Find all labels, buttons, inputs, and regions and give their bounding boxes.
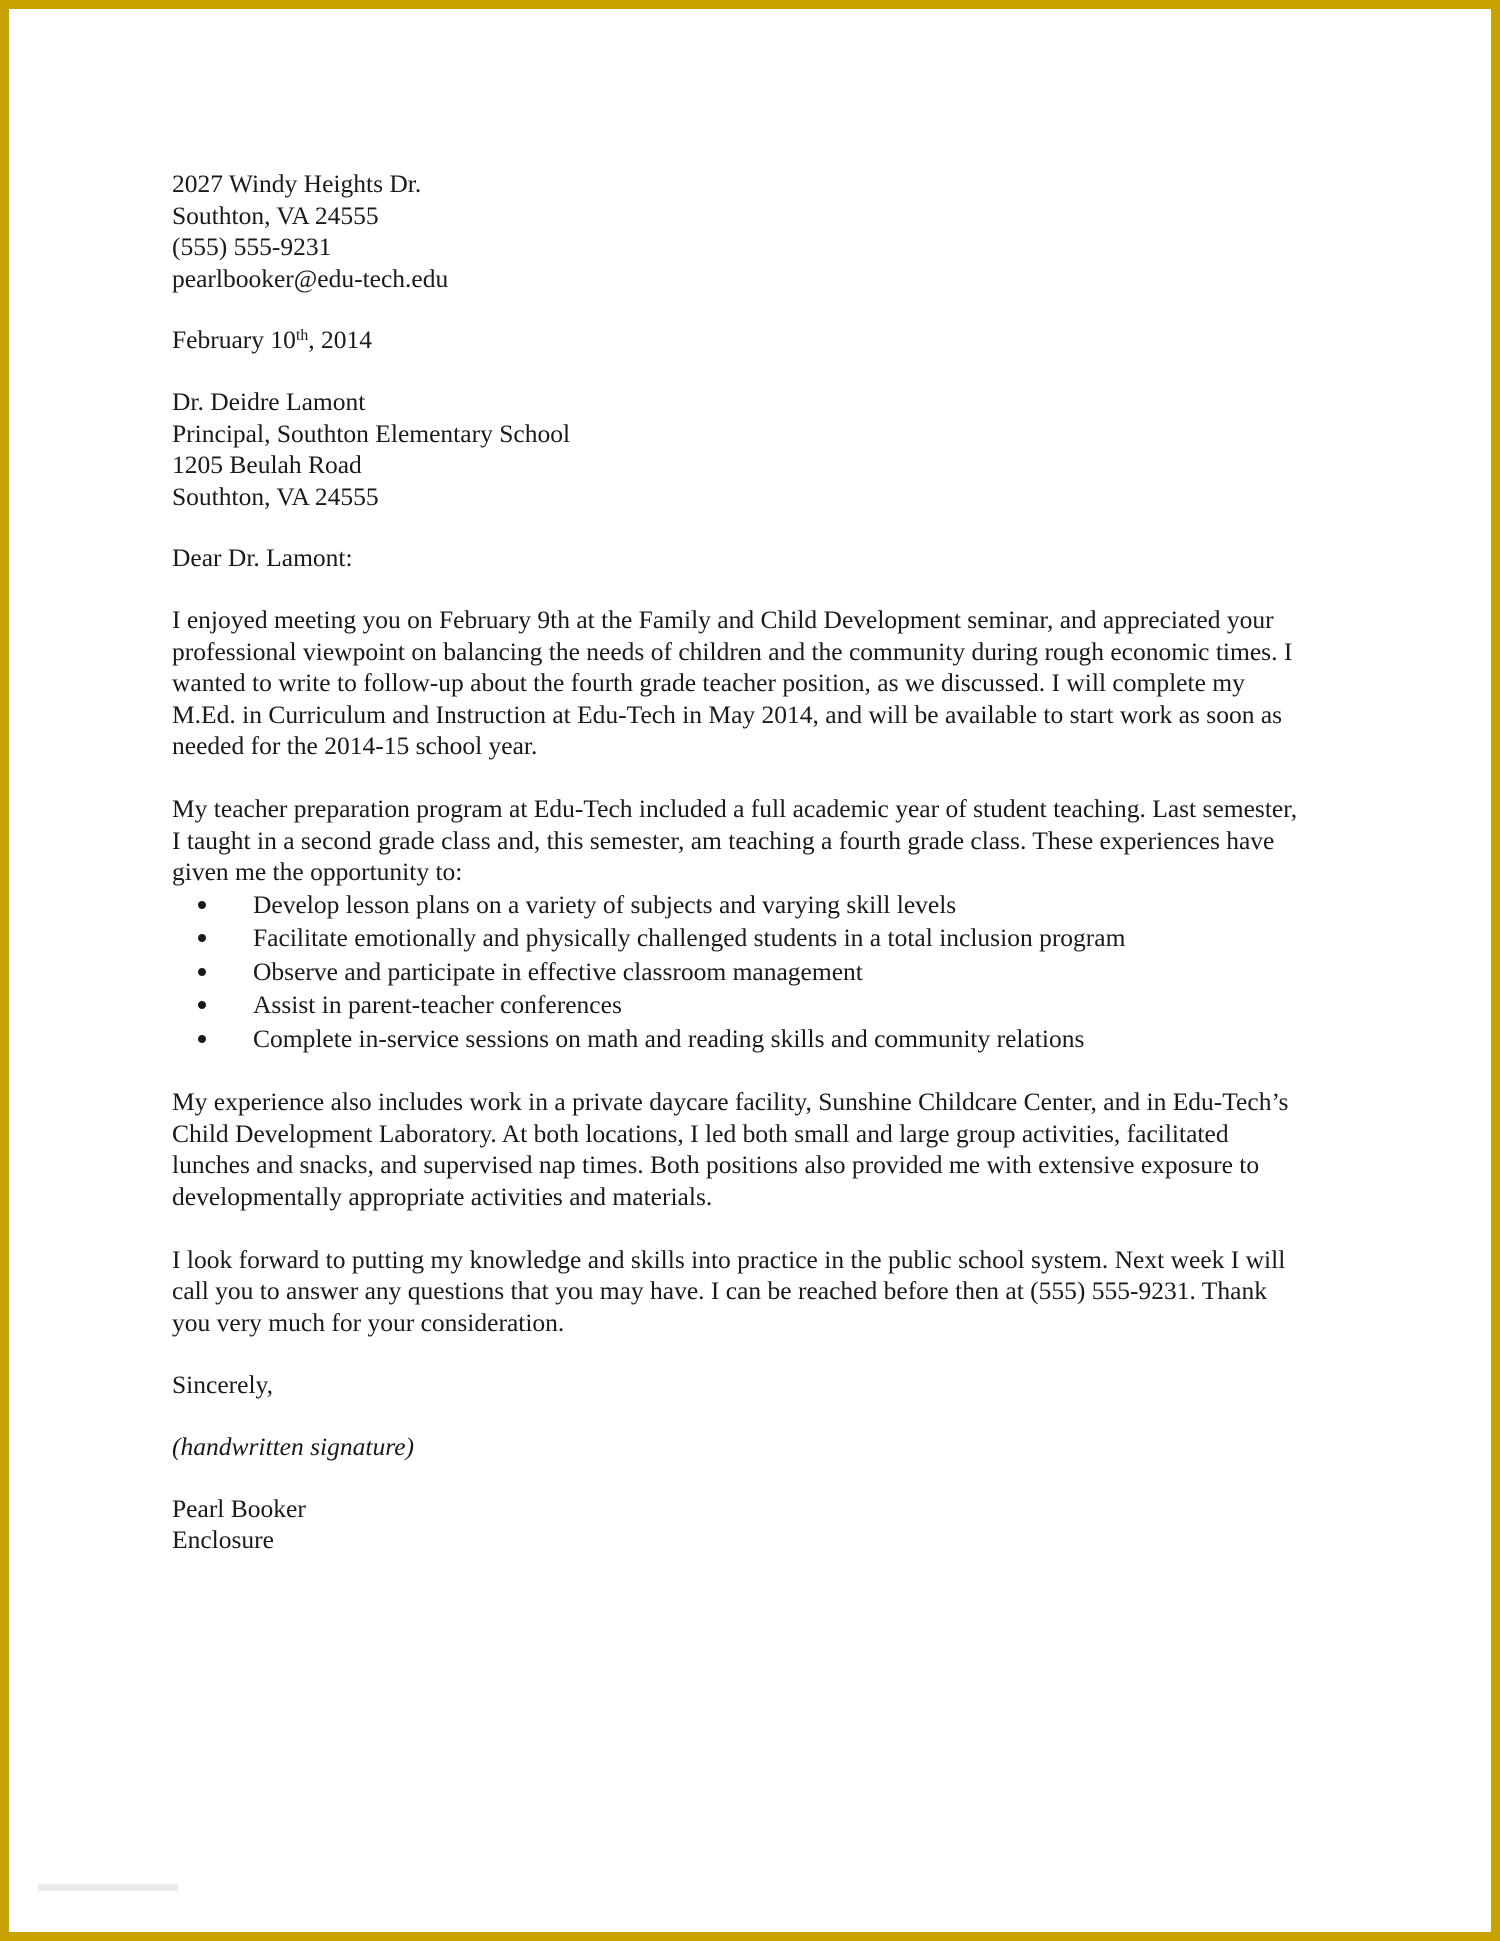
bullet-icon — [198, 901, 206, 909]
sender-city-state-zip: Southton, VA 24555 — [172, 200, 379, 230]
date-line — [172, 324, 1300, 356]
recipient-city-state-zip: Southton, VA 24555 — [172, 481, 379, 511]
date-year: , 2014 — [308, 325, 372, 355]
recipient-address-block — [172, 386, 1300, 512]
body-paragraph-2: My teacher preparation program at Edu-Tech included a full academic year of student teaching. Last semester, I taught in a second grade class and, this semester, am teaching a fourth grade class. These experiences have given me the opportunity to: — [172, 793, 1298, 887]
body-paragraph-3: My experience also includes work in a private daycare facility, Sunshine Childcare Center, and in Edu-Tech’s Child Development Laboratory. At both locations, I led both small and large group activities, facilitated lunches and snacks, and supervised nap times. Both positions also provided me with extensive exposure to developmentally appropriate activities and materials. — [172, 1087, 1289, 1211]
bullet-icon — [198, 1035, 206, 1043]
bullet-icon — [198, 968, 206, 976]
sender-email: pearlbooker@edu-tech.edu — [172, 263, 449, 293]
list-item — [172, 1022, 1300, 1056]
valediction: Sincerely, — [172, 1370, 274, 1400]
enclosure-note: Enclosure — [172, 1525, 274, 1555]
list-item-label: Observe and participate in effective classroom management — [253, 956, 863, 986]
bullet-icon — [198, 1001, 206, 1009]
sender-street: 2027 Windy Heights Dr. — [172, 169, 422, 198]
signer-name: Pearl Booker — [172, 1493, 306, 1523]
list-item-label: Develop lesson plans on a variety of subjects and varying skill levels — [253, 889, 957, 919]
scan-artifact — [38, 1884, 178, 1891]
list-item — [172, 988, 1300, 1022]
body-paragraph-1: I enjoyed meeting you on February 9th at the Family and Child Development seminar, and appreciated your professional viewpoint on balancing the needs of children and the community during rough economic times. I wanted to write to follow-up about the fourth grade teacher position, as we discussed. I will complete my M.Ed. in Curriculum and Instruction at Edu-Tech in May 2014, and will be available to start work as soon as needed for the 2014-15 school year. — [172, 604, 1293, 761]
recipient-name: Dr. Deidre Lamont — [172, 386, 366, 416]
list-item — [172, 921, 1300, 955]
date-month-day: February 10 — [172, 325, 296, 355]
bullet-icon — [198, 934, 206, 942]
list-item — [172, 955, 1300, 989]
list-item-label: Complete in-service sessions on math and reading skills and community relations — [253, 1023, 1085, 1053]
salutation: Dear Dr. Lamont: — [172, 543, 353, 573]
list-item-label: Facilitate emotionally and physically challenged students in a total inclusion program — [253, 923, 1126, 953]
signature-placeholder: (handwritten signature) — [172, 1431, 415, 1461]
body-paragraph-4: I look forward to putting my knowledge and skills into practice in the public school system. Next week I will call you to answer any questions that you may have. I can be reached before then at (555) 555-9231. Thank you very much for your consideration. — [172, 1244, 1286, 1337]
sender-address-block — [172, 168, 1300, 294]
sender-phone: (555) 555-9231 — [172, 232, 332, 262]
letter-content — [172, 168, 1300, 1556]
qualifications-list — [172, 888, 1300, 1056]
list-item-label: Assist in parent-teacher conferences — [253, 990, 622, 1020]
signature-block — [172, 1493, 1300, 1556]
recipient-street: 1205 Beulah Road — [172, 450, 362, 480]
list-item — [172, 888, 1300, 922]
date-ordinal-suffix: th — [295, 327, 309, 345]
recipient-title: Principal, Southton Elementary School — [172, 418, 571, 448]
